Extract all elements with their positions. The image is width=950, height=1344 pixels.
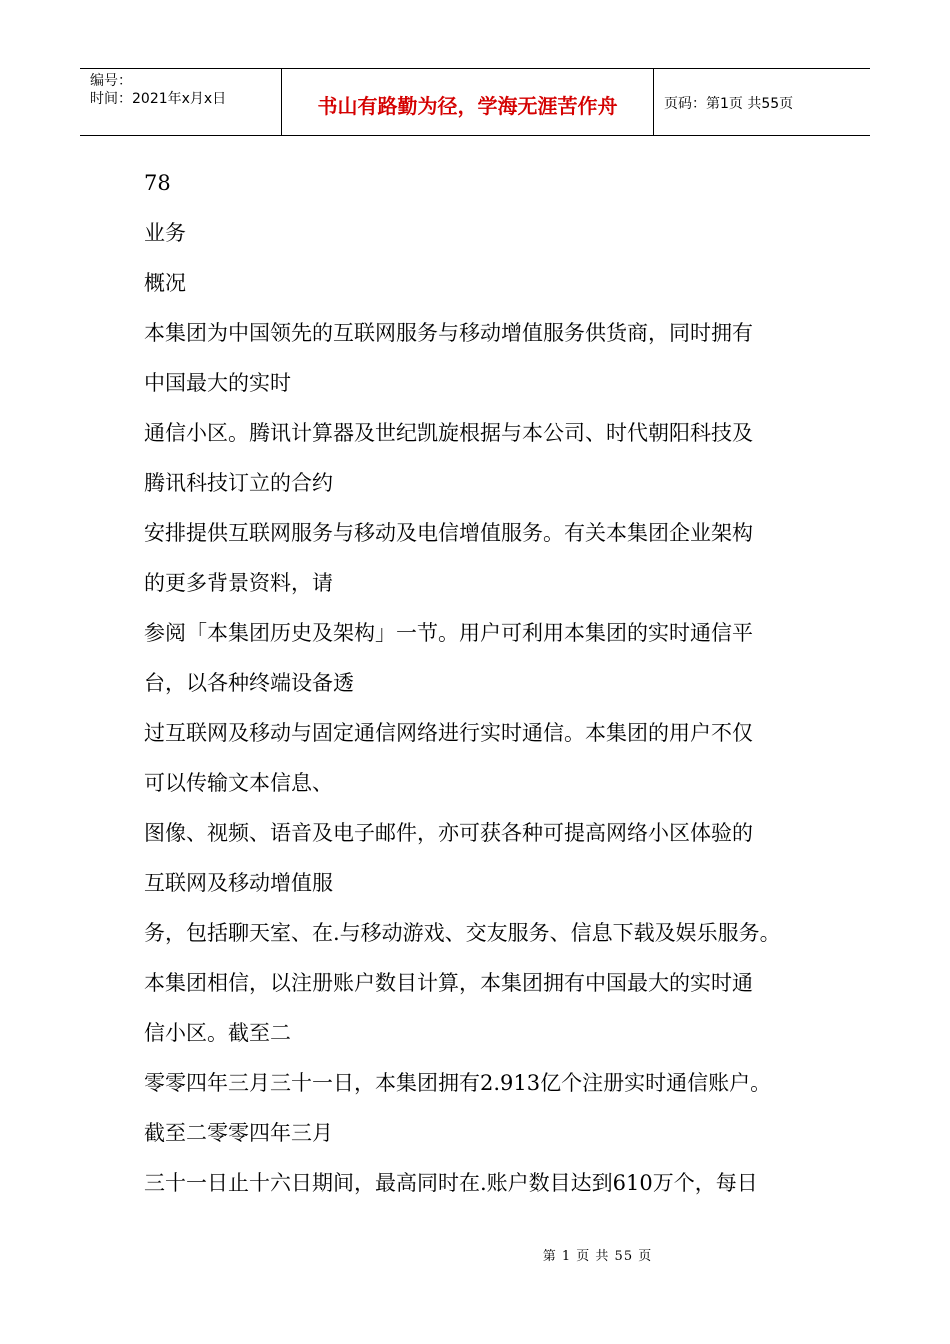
body-line: 零零四年三月三十一日，本集团拥有2.913亿个注册实时通信账户。 (144, 1071, 772, 1095)
body-line: 的更多背景资料，请 (144, 571, 333, 595)
body-line: 务，包括聊天室、在.与移动游戏、交友服务、信息下载及娱乐服务。 (144, 921, 781, 945)
time-label: 时间：2021年x月x日 (90, 91, 227, 107)
body-line: 安排提供互联网服务与移动及电信增值服务。有关本集团企业架构 (144, 521, 753, 545)
body-line: 互联网及移动增值服 (144, 871, 333, 895)
body-line: 过互联网及移动与固定通信网络进行实时通信。本集团的用户不仅 (144, 721, 753, 745)
body-line: 本集团为中国领先的互联网服务与移动增值服务供货商，同时拥有 (144, 321, 753, 345)
page-footer: 第 1 页 共 55 页 (542, 1249, 653, 1264)
body-line: 图像、视频、语音及电子邮件，亦可获各种可提高网络小区体验的 (144, 821, 753, 845)
body-line: 78 (144, 171, 171, 195)
body-line: 中国最大的实时 (144, 371, 291, 395)
document-header (80, 68, 870, 136)
header-motto: 书山有路勤为径，学海无涯苦作舟 (282, 69, 654, 135)
body-line: 通信小区。腾讯计算器及世纪凯旋根据与本公司、时代朝阳科技及 (144, 421, 753, 445)
body-line: 本集团相信，以注册账户数目计算，本集团拥有中国最大的实时通 (144, 971, 753, 995)
body-line: 台，以各种终端设备透 (144, 671, 354, 695)
body-line: 信小区。截至二 (144, 1021, 291, 1045)
body-line: 可以传输文本信息、 (144, 771, 333, 795)
header-meta-cell (80, 69, 282, 135)
body-line: 三十一日止十六日期间，最高同时在.账户数目达到610万个，每日 (144, 1171, 758, 1195)
number-label: 编号： (90, 73, 132, 89)
document-body (144, 158, 824, 1208)
header-page-info: 页码：第1页 共55页 (664, 96, 794, 112)
body-line: 截至二零零四年三月 (144, 1121, 333, 1145)
body-line: 业务 (144, 221, 186, 245)
body-line: 腾讯科技订立的合约 (144, 471, 333, 495)
body-line: 参阅「本集团历史及架构」一节。用户可利用本集团的实时通信平 (144, 621, 753, 645)
body-line: 概况 (144, 271, 186, 295)
